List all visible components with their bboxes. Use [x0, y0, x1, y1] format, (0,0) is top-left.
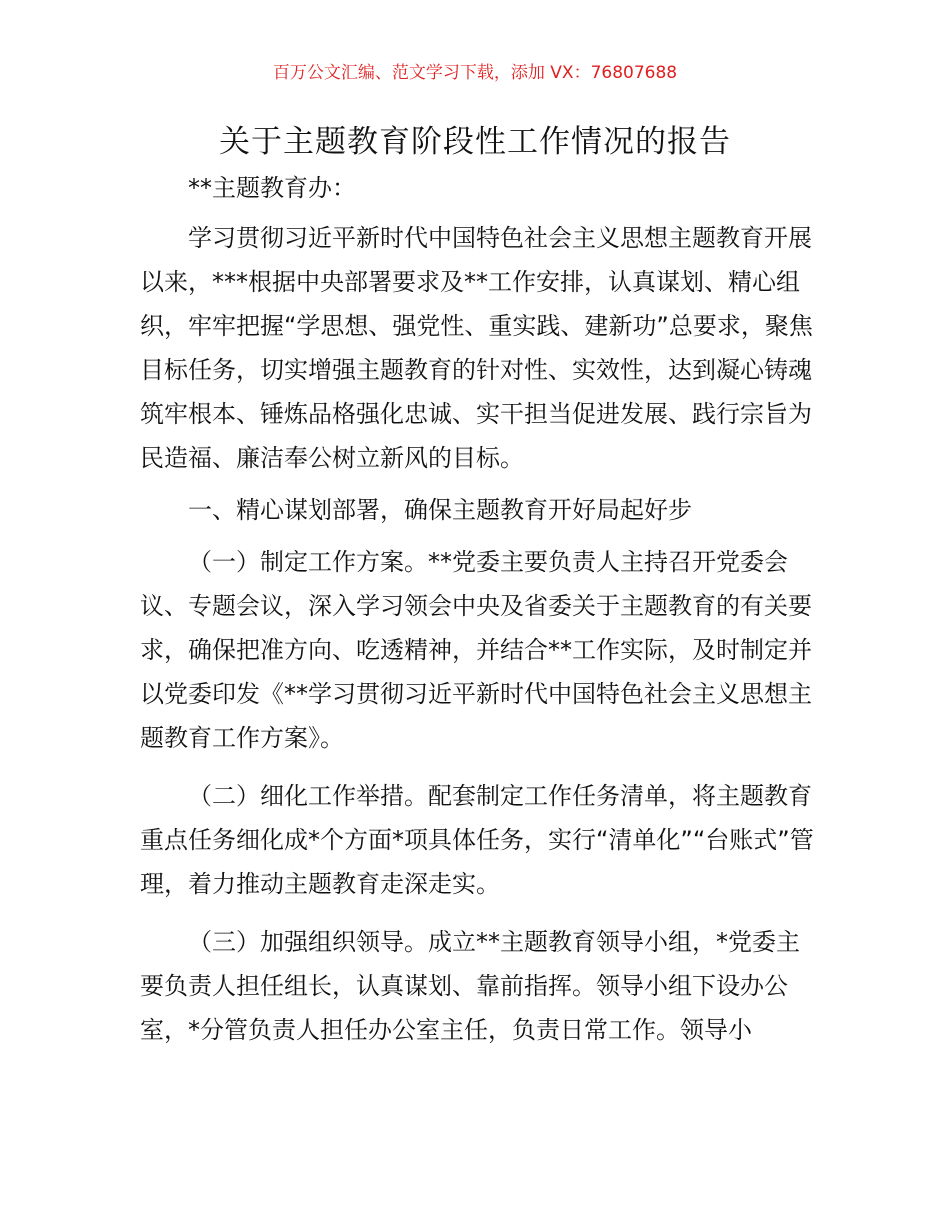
- document-body: [140, 166, 816, 1052]
- paragraph-1-3: （三）加强组织领导。成立**主题教育领导小组，*党委主要负责人担任组长，认真谋划、靠前指挥。领导小组下设办公室，*分管负责人担任办公室主任，负责日常工作。领导小: [140, 928, 800, 1044]
- section-heading-1: 一、精心谋划部署，确保主题教育开好局起好步: [188, 496, 692, 524]
- salutation: **主题教育办：: [188, 174, 356, 202]
- paragraph-intro: 学习贯彻习近平新时代中国特色社会主义思想主题教育开展以来，***根据中央部署要求及**工作安排，认真谋划、精心组织，牢牢把握“学思想、强党性、重实践、建新功”总要求，聚焦目标任务，切实增强主题教育的针对性、实效性，达到凝心铸魂筑牢根本、锤炼品格强化忠诚、实干担当促进发展、践行宗旨为民造福、廉洁奉公树立新风的目标。: [140, 224, 813, 472]
- paragraph-1-1: （一）制定工作方案。**党委主要负责人主持召开党委会议、专题会议，深入学习领会中央及省委关于主题教育的有关要求，确保把准方向、吃透精神，并结合**工作实际，及时制定并以党委印发《**学习贯彻习近平新时代中国特色社会主义思想主题教育工作方案》。: [140, 548, 812, 752]
- watermark-banner: 百万公文汇编、范文学习下载，添加 VX：76807688: [272, 63, 678, 83]
- document-title: 关于主题教育阶段性工作情况的报告: [219, 124, 731, 160]
- paragraph-1-2: （二）细化工作举措。配套制定工作任务清单，将主题教育重点任务细化成*个方面*项具体任务，实行“清单化”“台账式”管理，着力推动主题教育走深走实。: [140, 782, 814, 898]
